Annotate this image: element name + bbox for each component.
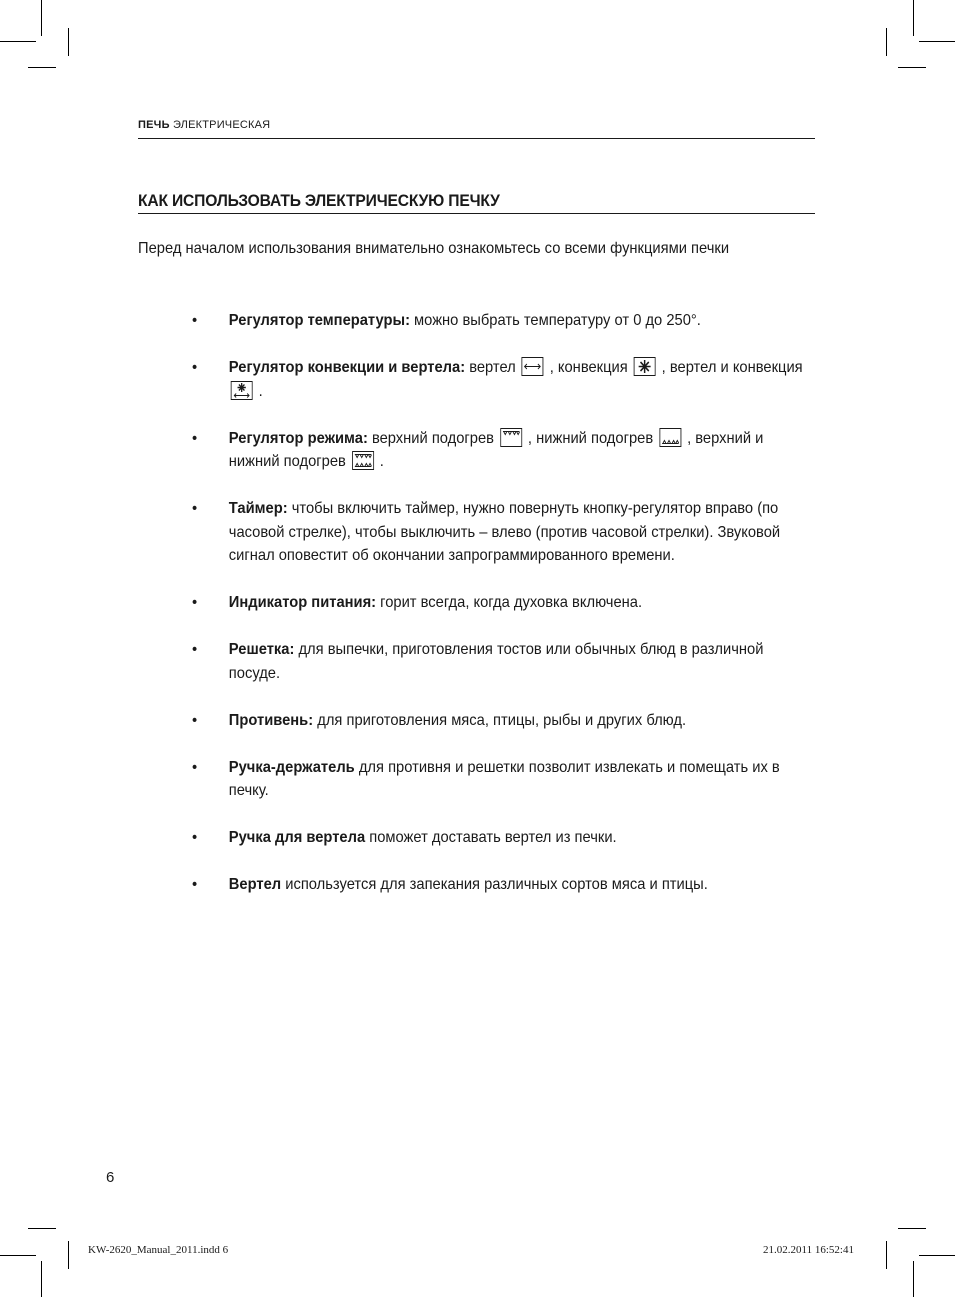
list-item [192, 427, 818, 474]
item-label: Ручка-держатель [228, 758, 355, 776]
list-item [192, 756, 818, 803]
bullet: • [192, 594, 198, 611]
running-header [138, 119, 270, 131]
item-text: поможет доставать вертел из печки. [365, 829, 617, 846]
item-text: верхний подогрев [367, 429, 499, 447]
item-text: , вертел и конвекция [657, 359, 803, 376]
item-text: , конвекция [545, 359, 632, 376]
fan-rotisserie-icon [231, 381, 253, 400]
item-text: вертел [465, 359, 520, 376]
slug-file: KW-2620_Manual_2011.indd 6 [88, 1244, 229, 1256]
intro-text: Перед началом использования внимательно ознакомьтесь со всеми функциями печки [138, 240, 730, 257]
bullet: • [192, 876, 198, 893]
list-item [192, 826, 818, 850]
item-text: можно выбрать температуру от 0 до 250°. [409, 312, 701, 329]
item-text: используется для запекания различных сортов мяса и птицы. [281, 876, 708, 893]
running-header-rest: ЭЛЕКТРИЧЕСКАЯ [169, 119, 271, 131]
bullet: • [192, 711, 198, 729]
item-text: для выпечки, приготовления тостов или обычных блюд в различной посуде. [228, 641, 764, 682]
item-text: , верхний и нижний подогрев [228, 429, 764, 470]
item-text: горит всегда, когда духовка включена. [376, 594, 643, 611]
header-rule [138, 138, 815, 139]
bottom-heat-icon [659, 428, 681, 447]
list-item [192, 591, 818, 615]
item-label: Ручка для вертела [228, 829, 366, 846]
top-bottom-heat-icon [352, 451, 374, 470]
bullet: • [192, 829, 198, 846]
list-item [192, 497, 818, 568]
page-number: 6 [106, 1169, 115, 1186]
title-rule [138, 213, 815, 214]
top-heat-icon [500, 428, 522, 447]
item-label: Решетка: [228, 641, 295, 658]
running-header-bold: ПЕЧЬ [138, 119, 170, 131]
bullet: • [192, 359, 198, 376]
rotisserie-icon [522, 357, 544, 376]
list-item [192, 709, 818, 733]
item-label: Регулятор температуры: [228, 312, 410, 329]
item-text: для противня и решетки позволит извлекать и помещать их в печку. [228, 758, 780, 799]
section-title: КАК ИСПОЛЬЗОВАТЬ ЭЛЕКТРИЧЕСКУЮ ПЕЧКУ [138, 191, 500, 210]
bullet: • [192, 758, 198, 776]
item-text: . [375, 453, 384, 470]
list-item [192, 309, 818, 333]
feature-list [192, 309, 872, 920]
list-item [192, 638, 818, 685]
slug-date: 21.02.2011 16:52:41 [763, 1244, 854, 1256]
list-item [192, 873, 818, 897]
item-label: Регулятор режима: [228, 429, 368, 447]
bullet: • [192, 429, 198, 447]
item-text: для приготовления мяса, птицы, рыбы и других блюд. [313, 711, 687, 729]
item-label: Таймер: [228, 500, 288, 517]
bullet: • [192, 641, 198, 658]
item-label: Вертел [228, 876, 282, 893]
bullet: • [192, 312, 198, 329]
item-label: Регулятор конвекции и вертела: [228, 359, 466, 376]
item-label: Индикатор питания: [228, 594, 377, 611]
item-text: . [254, 382, 263, 400]
convection-fan-icon [634, 357, 656, 376]
item-text: , нижний подогрев [523, 429, 658, 447]
bullet: • [192, 500, 198, 517]
list-item [192, 356, 818, 403]
item-label: Противень: [228, 711, 314, 729]
item-text: чтобы включить таймер, нужно повернуть кнопку-регулятор вправо (по часовой стрелке), чтобы выключить – влево (против часовой стрелки). Звуковой сигнал оповестит об окончании запрограммированного времени. [228, 500, 781, 564]
